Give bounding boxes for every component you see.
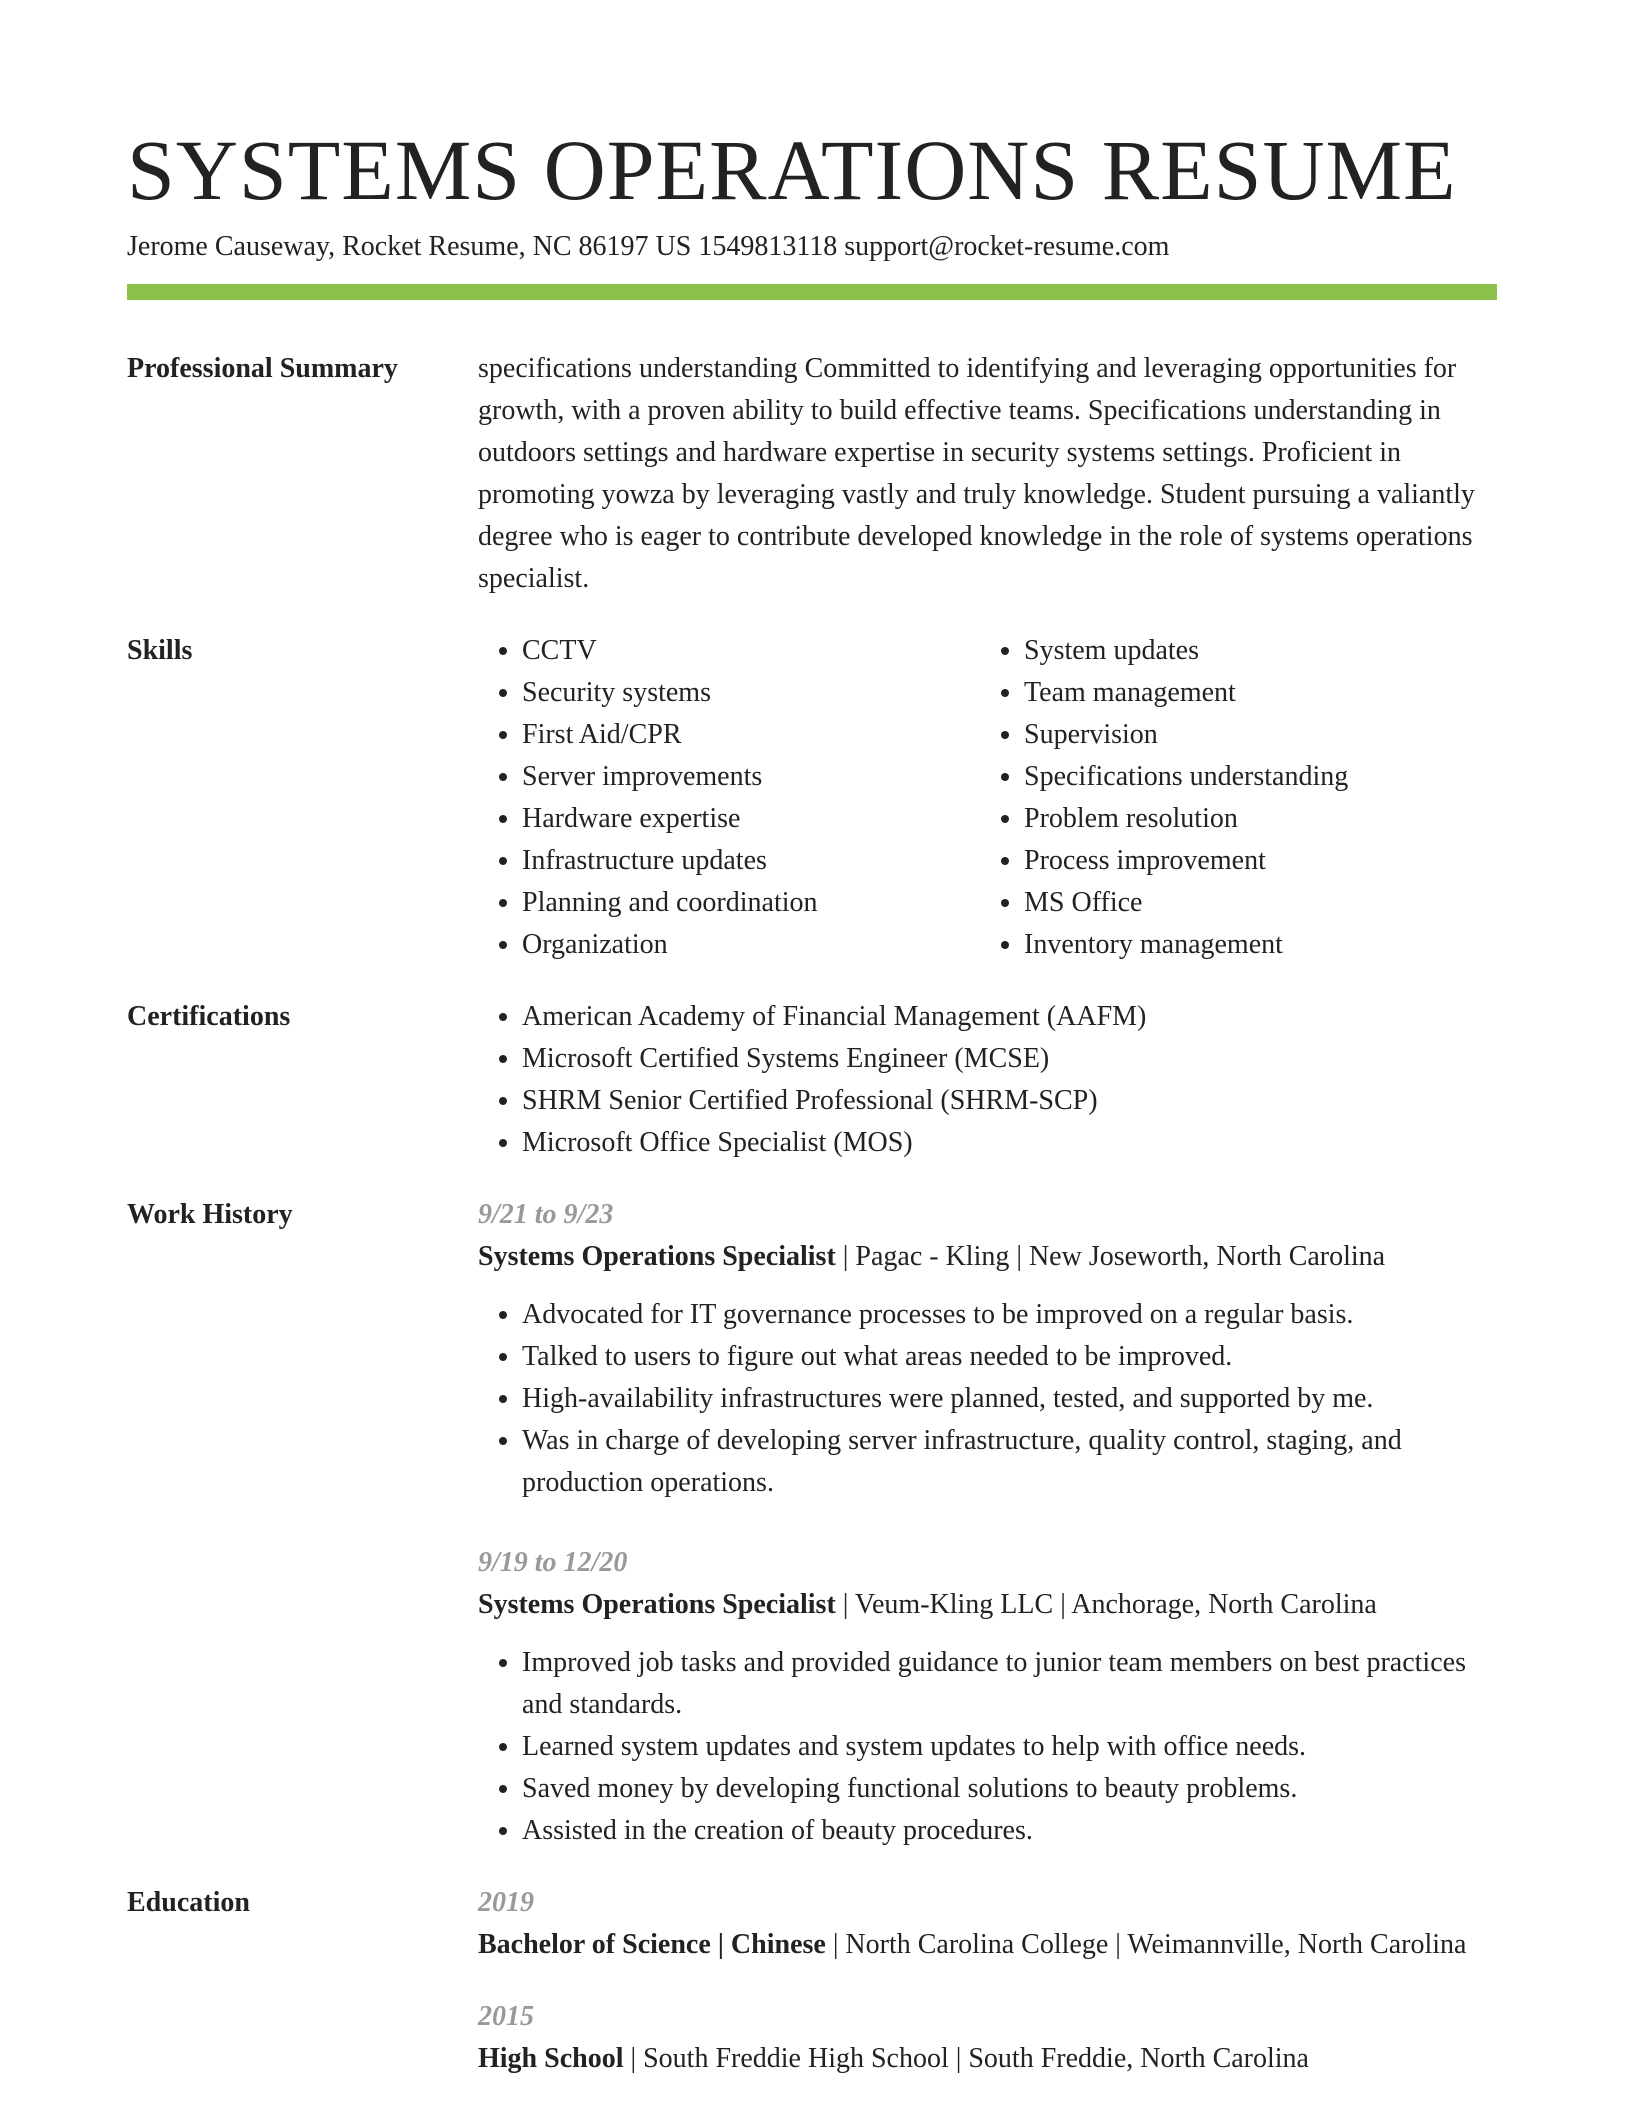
skill-item: • CCTV [522,630,980,672]
certifications-label: Certifications [127,1001,291,1032]
job-title: Systems Operations Specialist [478,1241,836,1272]
skill-item: • MS Office [1024,882,1482,924]
job-dates: 9/19 to 12/20 [478,1547,628,1578]
resume-page [127,122,1497,2110]
job-details: | Pagac - Kling | New Joseworth, North Carolina [835,1241,1386,1272]
education-details: | North Carolina College | Weimannville, North Carolina [825,1929,1467,1960]
job-entry [478,1542,1497,1852]
job-heading [478,1236,1497,1278]
work-history-section [127,1194,1497,1852]
certification-item: • Microsoft Certified Systems Engineer (MCSE) [522,1038,1497,1080]
skill-item: • Team management [1024,672,1482,714]
education-year: 2019 [478,1887,534,1918]
skill-item: • Server improvements [522,756,980,798]
education-degree: Bachelor of Science | Chinese [478,1929,826,1960]
job-entry [478,1194,1497,1504]
job-bullet: • High-availability infrastructures were planned, tested, and supported by me. [522,1378,1497,1420]
education-heading [478,2038,1497,2080]
skill-item: • Problem resolution [1024,798,1482,840]
job-dates: 9/21 to 9/23 [478,1199,614,1230]
summary-label: Professional Summary [127,353,398,384]
certifications-list [478,996,1497,1164]
work-history-label: Work History [127,1199,293,1230]
certification-item: • SHRM Senior Certified Professional (SHRM-SCP) [522,1080,1497,1122]
skill-item: • System updates [1024,630,1482,672]
job-bullets [478,1294,1497,1504]
job-details: | Veum-Kling LLC | Anchorage, North Carolina [835,1589,1377,1620]
certification-item: • American Academy of Financial Management (AAFM) [522,996,1497,1038]
education-section [127,1882,1497,2080]
job-title: Systems Operations Specialist [478,1589,836,1620]
skill-item: • Process improvement [1024,840,1482,882]
skill-item: • Inventory management [1024,924,1482,966]
skill-item: • Organization [522,924,980,966]
skills-section [127,630,1497,966]
certification-item: • Microsoft Office Specialist (MOS) [522,1122,1497,1164]
education-details: | South Freddie High School | South Freddie, North Carolina [623,2043,1309,2074]
skill-item: • Planning and coordination [522,882,980,924]
education-heading [478,1924,1497,1966]
certifications-section [127,996,1497,1164]
skill-item: • First Aid/CPR [522,714,980,756]
job-bullet: • Talked to users to figure out what areas needed to be improved. [522,1336,1497,1378]
education-year: 2015 [478,2001,534,2032]
skill-item: • Supervision [1024,714,1482,756]
skill-item: • Security systems [522,672,980,714]
job-bullet: • Learned system updates and system updates to help with office needs. [522,1726,1497,1768]
resume-title: SYSTEMS OPERATIONS RESUME [127,122,1457,218]
education-entry [478,1996,1497,2080]
skills-list-left [478,630,980,966]
skill-item: • Specifications understanding [1024,756,1482,798]
education-label: Education [127,1887,250,1918]
skills-label: Skills [127,635,193,666]
job-bullet: • Saved money by developing functional solutions to beauty problems. [522,1768,1497,1810]
job-bullet: • Assisted in the creation of beauty procedures. [522,1810,1497,1852]
accent-divider [127,284,1497,300]
skill-item: • Infrastructure updates [522,840,980,882]
education-entry [478,1882,1497,1966]
job-heading [478,1584,1497,1626]
job-bullet: • Improved job tasks and provided guidance to junior team members on best practices and standards. [522,1642,1497,1726]
contact-info: Jerome Causeway, Rocket Resume, NC 86197 US 1549813118 support@rocket-resume.com [127,231,1170,262]
education-degree: High School [478,2043,624,2074]
skill-item: • Hardware expertise [522,798,980,840]
job-bullets [478,1642,1497,1852]
job-bullet: • Advocated for IT governance processes to be improved on a regular basis. [522,1294,1497,1336]
summary-section [127,348,1497,600]
skills-list-right [980,630,1482,966]
summary-text: specifications understanding Committed to identifying and leveraging opportunities for growth, with a proven ability to build effective teams. Specifications understanding in outdoors settings and hardware expertise in security systems settings. Proficient in promoting yowza by leveraging vastly and truly knowledge. Student pursuing a valiantly degree who is eager to contribute developed knowledge in the role of systems operations specialist. [478,353,1475,594]
job-bullet: • Was in charge of developing server infrastructure, quality control, staging, and production operations. [522,1420,1497,1504]
